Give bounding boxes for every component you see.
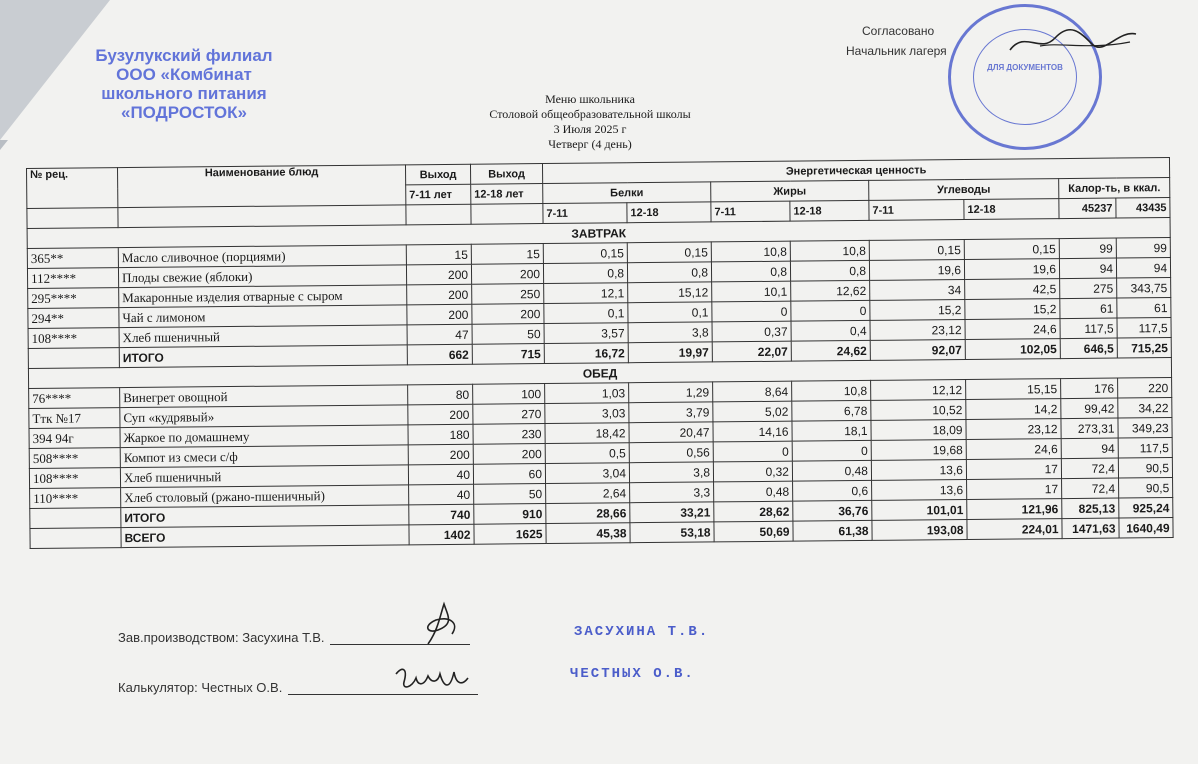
total-value-cell: 1471,63	[1062, 518, 1119, 539]
empty-cell	[118, 205, 406, 228]
value-cell: 3,3	[630, 482, 714, 503]
section-title: ОБЕД	[28, 358, 1171, 389]
total-value-cell: 28,62	[714, 501, 793, 522]
dish-name: Суп «кудрявый»	[120, 405, 408, 428]
empty-cell	[30, 508, 121, 529]
value-cell: 94	[1061, 438, 1118, 459]
value-cell: 200	[407, 284, 472, 305]
empty-cell	[471, 204, 543, 225]
empty-cell	[406, 204, 471, 225]
total-value-cell: 1640,49	[1119, 518, 1173, 539]
value-cell: 0,8	[627, 262, 711, 283]
value-cell: 13,6	[872, 479, 967, 500]
total-value-cell: 1625	[474, 524, 546, 545]
header-energy: Энергетическая ценность	[542, 158, 1169, 184]
value-cell: 40	[409, 484, 474, 505]
empty-cell	[30, 528, 121, 549]
header-age-711: 7-11 лет	[406, 184, 471, 205]
dish-name: Жаркое по домашнему	[120, 425, 408, 448]
value-cell: 5,02	[713, 401, 792, 422]
value-cell: 10,52	[871, 399, 966, 420]
value-cell: 200	[472, 304, 544, 325]
value-cell: 61	[1060, 298, 1117, 319]
value-cell: 15,2	[965, 299, 1060, 320]
value-cell: 47	[407, 324, 472, 345]
value-cell: 180	[408, 424, 473, 445]
title-line-1: Меню школьника	[545, 92, 635, 106]
value-cell: 0,56	[629, 442, 713, 463]
value-cell: 12,1	[544, 283, 628, 304]
total-value-cell: 925,24	[1119, 498, 1173, 519]
header-name: Наименование блюд	[118, 165, 406, 208]
signature-label: Калькулятор: Честных О.В.	[118, 680, 283, 695]
total-value-cell: 50,69	[714, 521, 793, 542]
value-cell: 3,79	[629, 402, 713, 423]
handwritten-signature-icon	[408, 600, 478, 648]
value-cell: 99	[1116, 238, 1170, 259]
title-line-4: Четверг (4 день)	[548, 137, 632, 151]
kcal-code-b: 43435	[1116, 198, 1170, 219]
value-cell: 24,6	[965, 319, 1060, 340]
value-cell: 24,6	[966, 439, 1061, 460]
empty-cell	[28, 348, 119, 369]
total-value-cell: 61,38	[793, 520, 872, 541]
title-line-2: Столовой общеобразовательной школы	[489, 107, 691, 121]
value-cell: 19,68	[871, 439, 966, 460]
name-stamp: ЧЕСТНЫХ О.В.	[570, 666, 695, 682]
recipe-number: 508****	[29, 448, 120, 469]
header-rec: № рец.	[27, 168, 118, 209]
value-cell: 20,47	[629, 422, 713, 443]
org-stamp-line: школьного питания	[101, 84, 267, 103]
document-title	[380, 92, 800, 152]
header-out-711: Выход	[405, 164, 470, 185]
header-out-1218: Выход	[470, 164, 542, 185]
value-cell: 230	[473, 424, 545, 445]
value-cell: 200	[407, 304, 472, 325]
value-cell: 349,23	[1118, 418, 1172, 439]
total-value-cell: 101,01	[872, 499, 967, 520]
value-cell: 10,8	[790, 240, 869, 261]
lunch-rows	[29, 378, 1173, 509]
total-value-cell: 1402	[409, 524, 474, 545]
value-cell: 99	[1059, 238, 1116, 259]
value-cell: 0,15	[869, 239, 964, 260]
sub-1218: 12-18	[790, 200, 869, 221]
value-cell: 0,8	[711, 261, 790, 282]
value-cell: 94	[1059, 258, 1116, 279]
total-value-cell: 715	[472, 344, 544, 365]
value-cell: 17	[966, 459, 1061, 480]
approval-line-2: Начальник лагеря	[846, 44, 947, 58]
value-cell: 13,6	[871, 459, 966, 480]
value-cell: 19,6	[869, 259, 964, 280]
approval-line-1: Согласовано	[862, 24, 935, 38]
value-cell: 61	[1117, 298, 1171, 319]
signature-label: Зав.производством: Засухина Т.В.	[118, 630, 325, 645]
header-fats: Жиры	[711, 180, 869, 202]
value-cell: 15	[471, 244, 543, 265]
value-cell: 275	[1060, 278, 1117, 299]
section-title: ЗАВТРАК	[27, 218, 1170, 249]
recipe-number: Ттк №17	[29, 408, 120, 429]
recipe-number: 365**	[27, 248, 118, 269]
total-value-cell: 22,07	[712, 341, 791, 362]
total-value-cell: 16,72	[544, 343, 628, 364]
value-cell: 0,15	[543, 243, 627, 264]
value-cell: 0,8	[543, 263, 627, 284]
sub-1218: 12-18	[964, 199, 1059, 220]
value-cell: 6,78	[792, 400, 871, 421]
value-cell: 0,32	[713, 461, 792, 482]
empty-cell	[27, 208, 118, 229]
value-cell: 220	[1118, 378, 1172, 399]
value-cell: 90,5	[1118, 458, 1172, 479]
recipe-number: 394 94г	[29, 428, 120, 449]
value-cell: 0,8	[790, 260, 869, 281]
value-cell: 117,5	[1117, 318, 1171, 339]
sub-1218: 12-18	[627, 202, 711, 223]
total-value-cell: 224,01	[967, 519, 1062, 540]
value-cell: 3,8	[629, 462, 713, 483]
value-cell: 0,48	[792, 460, 871, 481]
value-cell: 12,62	[791, 280, 870, 301]
value-cell: 34,22	[1118, 398, 1172, 419]
org-stamp-line: Бузулукский филиал	[95, 46, 273, 65]
value-cell: 15,15	[966, 379, 1061, 400]
value-cell: 3,57	[544, 323, 628, 344]
header-kcal: Калор-ть, в ккал.	[1059, 178, 1170, 199]
org-stamp-line: ООО «Комбинат	[116, 65, 252, 84]
recipe-number: 76****	[29, 388, 120, 409]
total-value-cell: 646,5	[1060, 338, 1117, 359]
total-value-cell: 24,62	[791, 340, 870, 361]
total-value-cell: 45,38	[546, 523, 630, 544]
value-cell: 117,5	[1060, 318, 1117, 339]
dish-name: Хлеб пшеничный	[120, 465, 408, 488]
value-cell: 14,2	[966, 399, 1061, 420]
title-line-3: 3 Июля 2025 г	[553, 122, 627, 136]
value-cell: 0,15	[627, 242, 711, 263]
organization-stamp	[84, 46, 284, 122]
value-cell: 0	[713, 441, 792, 462]
total-value-cell: 102,05	[965, 339, 1060, 360]
value-cell: 99,42	[1061, 398, 1118, 419]
total-label: ВСЕГО	[121, 525, 409, 548]
value-cell: 19,6	[964, 259, 1059, 280]
value-cell: 72,4	[1061, 458, 1118, 479]
total-value-cell: 910	[474, 504, 546, 525]
total-value-cell: 92,07	[870, 339, 965, 360]
org-stamp-line: «ПОДРОСТОК»	[121, 103, 247, 122]
value-cell: 2,64	[546, 483, 630, 504]
seal-text: ДЛЯ ДОКУМЕНТОВ	[987, 63, 1063, 72]
total-value-cell: 121,96	[967, 499, 1062, 520]
value-cell: 18,42	[545, 423, 629, 444]
recipe-number: 112****	[27, 268, 118, 289]
header-age-1218: 12-18 лет	[471, 184, 543, 205]
value-cell: 50	[472, 324, 544, 345]
sub-711: 7-11	[543, 203, 627, 224]
value-cell: 14,16	[713, 421, 792, 442]
value-cell: 10,1	[712, 281, 791, 302]
value-cell: 0,15	[964, 239, 1059, 260]
value-cell: 0,4	[791, 320, 870, 341]
value-cell: 94	[1116, 258, 1170, 279]
dish-name: Хлеб столовый (ржано-пшеничный)	[121, 485, 409, 508]
value-cell: 270	[473, 404, 545, 425]
total-value-cell: 53,18	[630, 522, 714, 543]
value-cell: 117,5	[1118, 438, 1172, 459]
approval-block	[846, 24, 947, 64]
recipe-number: 108****	[28, 328, 119, 349]
value-cell: 10,8	[711, 241, 790, 262]
value-cell: 72,4	[1062, 478, 1119, 499]
recipe-number: 108****	[29, 468, 120, 489]
value-cell: 200	[471, 264, 543, 285]
dish-name: Чай с лимоном	[119, 305, 407, 328]
value-cell: 12,12	[871, 379, 966, 400]
approval-signature-icon	[1000, 24, 1140, 60]
value-cell: 0,37	[712, 321, 791, 342]
total-label: ИТОГО	[119, 345, 407, 368]
value-cell: 200	[473, 444, 545, 465]
value-cell: 200	[408, 404, 473, 425]
total-value-cell: 740	[409, 504, 474, 525]
value-cell: 90,5	[1119, 478, 1173, 499]
total-value-cell: 33,21	[630, 502, 714, 523]
total-value-cell: 715,25	[1117, 338, 1171, 359]
value-cell: 3,04	[545, 463, 629, 484]
value-cell: 8,64	[713, 381, 792, 402]
value-cell: 15	[406, 244, 471, 265]
value-cell: 3,03	[545, 403, 629, 424]
total-value-cell: 662	[407, 344, 472, 365]
dish-name: Компот из смеси с/ф	[120, 445, 408, 468]
recipe-number: 295****	[28, 288, 119, 309]
value-cell: 17	[967, 479, 1062, 500]
value-cell: 80	[408, 384, 473, 405]
value-cell: 15,12	[628, 282, 712, 303]
kcal-code-a: 45237	[1059, 198, 1116, 219]
value-cell: 0,48	[714, 481, 793, 502]
value-cell: 18,09	[871, 419, 966, 440]
dish-name: Хлеб пшеничный	[119, 325, 407, 348]
menu-table	[26, 157, 1174, 549]
breakfast-rows	[27, 238, 1171, 349]
value-cell: 3,8	[628, 322, 712, 343]
header-carbs: Углеводы	[869, 179, 1059, 201]
sub-711: 7-11	[711, 201, 790, 222]
value-cell: 50	[474, 484, 546, 505]
value-cell: 0,5	[545, 443, 629, 464]
sub-711: 7-11	[869, 199, 964, 220]
value-cell: 343,75	[1117, 278, 1171, 299]
value-cell: 23,12	[966, 419, 1061, 440]
value-cell: 18,1	[792, 420, 871, 441]
value-cell: 100	[473, 384, 545, 405]
value-cell: 40	[408, 464, 473, 485]
value-cell: 0	[792, 440, 871, 461]
total-value-cell: 19,97	[628, 342, 712, 363]
value-cell: 1,29	[629, 382, 713, 403]
dish-name: Плоды свежие (яблоки)	[118, 265, 406, 288]
dish-name: Масло сливочное (порциями)	[118, 245, 406, 268]
value-cell: 10,8	[792, 380, 871, 401]
value-cell: 42,5	[965, 279, 1060, 300]
total-value-cell: 36,76	[793, 500, 872, 521]
recipe-number: 110****	[30, 488, 121, 509]
value-cell: 273,31	[1061, 418, 1118, 439]
value-cell: 176	[1061, 378, 1118, 399]
dish-name: Винегрет овощной	[120, 385, 408, 408]
name-stamp: ЗАСУХИНА Т.В.	[574, 624, 710, 640]
value-cell: 250	[472, 284, 544, 305]
total-value-cell: 193,08	[872, 519, 967, 540]
value-cell: 15,2	[870, 299, 965, 320]
value-cell: 200	[408, 444, 473, 465]
value-cell: 0,6	[793, 480, 872, 501]
value-cell: 23,12	[870, 319, 965, 340]
header-proteins: Белки	[543, 182, 711, 204]
dish-name: Макаронные изделия отварные с сыром	[119, 285, 407, 308]
total-label: ИТОГО	[121, 505, 409, 528]
total-value-cell: 825,13	[1062, 498, 1119, 519]
value-cell: 0,1	[544, 303, 628, 324]
value-cell: 1,03	[545, 383, 629, 404]
value-cell: 60	[473, 464, 545, 485]
value-cell: 200	[406, 264, 471, 285]
value-cell: 0,1	[628, 302, 712, 323]
paper-fold-shadow	[0, 140, 8, 150]
value-cell: 34	[870, 279, 965, 300]
recipe-number: 294**	[28, 308, 119, 329]
handwritten-signature-icon	[392, 664, 472, 700]
value-cell: 0	[712, 301, 791, 322]
value-cell: 0	[791, 300, 870, 321]
total-value-cell: 28,66	[546, 503, 630, 524]
